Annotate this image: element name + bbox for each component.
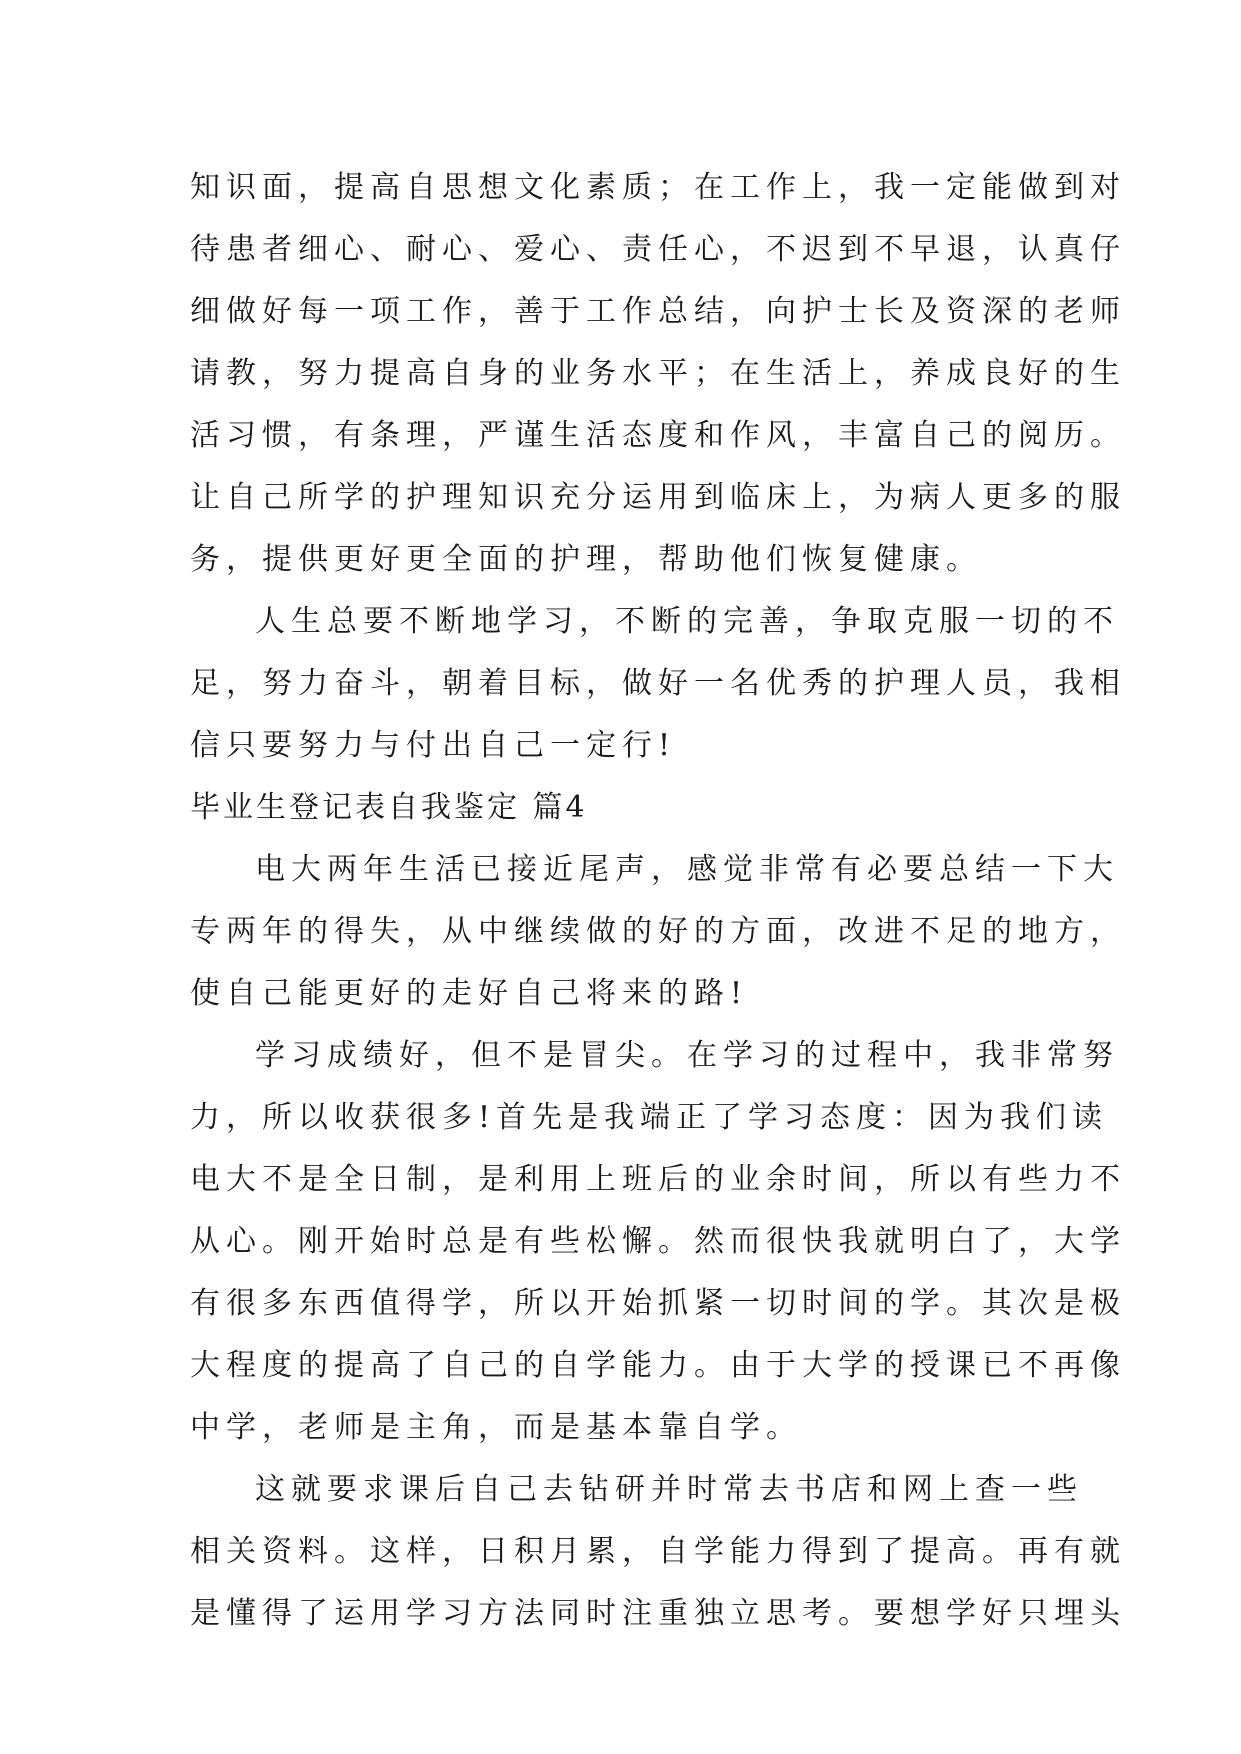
text-line: 中学，老师是主角，而是基本靠自学。	[190, 1410, 802, 1445]
text-line: 电大不是全日制，是利用上班后的业余时间，所以有些力不	[190, 1162, 1126, 1197]
text-line: 务，提供更好更全面的护理，帮助他们恢复健康。	[190, 542, 982, 577]
text-line: 知识面，提高自思想文化素质；在工作上，我一定能做到对	[190, 170, 1126, 205]
text-line: 让自己所学的护理知识充分运用到临床上，为病人更多的服	[190, 480, 1126, 515]
text-line: 力，所以收获很多!首先是我端正了学习态度：因为我们读	[190, 1100, 1109, 1135]
text-line: 待患者细心、耐心、爱心、责任心，不迟到不早退，认真仔	[190, 232, 1126, 267]
text-line: 专两年的得失，从中继续做的好的方面，改进不足的地方，	[190, 914, 1126, 949]
paragraph-start-line: 人生总要不断地学习，不断的完善，争取克服一切的不	[255, 604, 1119, 639]
text-line: 信只要努力与付出自己一定行!	[190, 728, 677, 763]
document-body	[190, 157, 1126, 1645]
text-line: 活习惯，有条理，严谨生活态度和作风，丰富自己的阅历。	[190, 418, 1126, 453]
paragraph-start-line: 这就要求课后自己去钻研并时常去书店和网上查一些	[255, 1472, 1083, 1507]
text-line: 大程度的提高了自己的自学能力。由于大学的授课已不再像	[190, 1348, 1126, 1383]
section-heading: 毕业生登记表自我鉴定 篇4	[190, 790, 588, 825]
text-line: 是懂得了运用学习方法同时注重独立思考。要想学好只埋头	[190, 1596, 1126, 1631]
text-line: 有很多东西值得学，所以开始抓紧一切时间的学。其次是极	[190, 1286, 1126, 1321]
text-line: 请教，努力提高自身的业务水平；在生活上，养成良好的生	[190, 356, 1126, 391]
text-line: 相关资料。这样，日积月累，自学能力得到了提高。再有就	[190, 1534, 1126, 1569]
text-line: 从心。刚开始时总是有些松懈。然而很快我就明白了，大学	[190, 1224, 1126, 1259]
text-line: 细做好每一项工作，善于工作总结，向护士长及资深的老师	[190, 294, 1126, 329]
paragraph-start-line: 学习成绩好，但不是冒尖。在学习的过程中，我非常努	[255, 1038, 1119, 1073]
text-line: 足，努力奋斗，朝着目标，做好一名优秀的护理人员，我相	[190, 666, 1126, 701]
text-line: 使自己能更好的走好自己将来的路!	[190, 976, 749, 1011]
paragraph-start-line: 电大两年生活已接近尾声，感觉非常有必要总结一下大	[255, 852, 1119, 887]
